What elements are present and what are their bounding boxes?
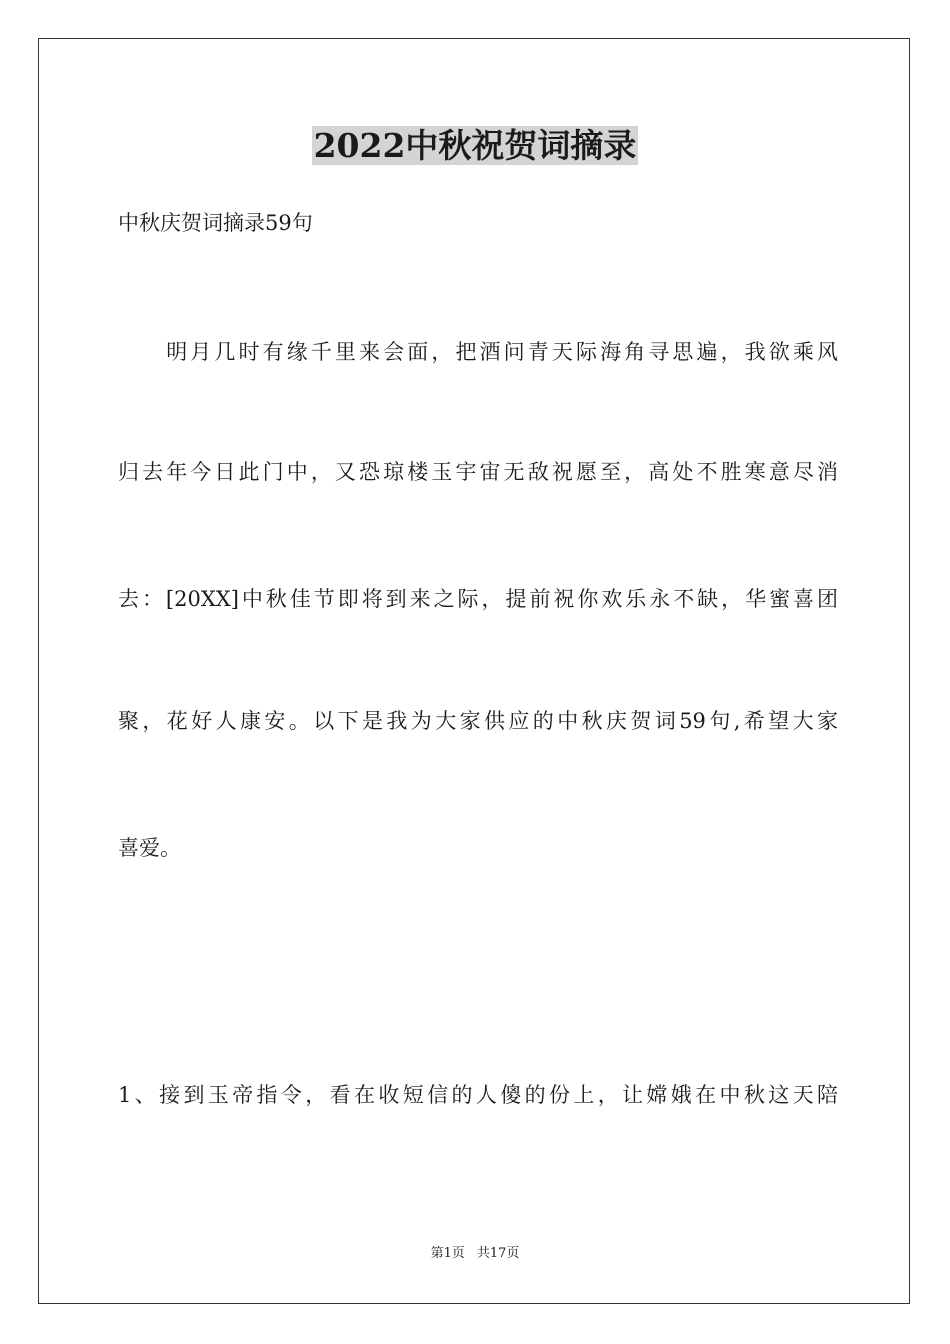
intro-line-5: 喜爱。 xyxy=(118,836,181,860)
page-number: 第1页 xyxy=(430,1246,465,1261)
document-title xyxy=(0,124,950,168)
intro-line-1: 明月几时有缘千里来会面，把酒问青天际海角寻思遍，我欲乘风 xyxy=(118,340,838,364)
document-subtitle: 中秋庆贺词摘录59句 xyxy=(118,211,313,235)
intro-line-2: 归去年今日此门中，又恐琼楼玉宇宙无敌祝愿至，高处不胜寒意尽消 xyxy=(118,460,838,484)
intro-line-3: 去：[20XX]中秋佳节即将到来之际，提前祝你欢乐永不缺，华蜜喜团 xyxy=(118,587,838,611)
document-title-text: 2022中秋祝贺词摘录 xyxy=(313,126,637,165)
page-footer xyxy=(0,1245,950,1263)
intro-line-4: 聚，花好人康安。以下是我为大家供应的中秋庆贺词59句,希望大家 xyxy=(118,709,838,733)
list-item-1: 1、接到玉帝指令，看在收短信的人傻的份上，让嫦娥在中秋这天陪 xyxy=(118,1083,838,1107)
page-total: 共17页 xyxy=(476,1246,520,1261)
